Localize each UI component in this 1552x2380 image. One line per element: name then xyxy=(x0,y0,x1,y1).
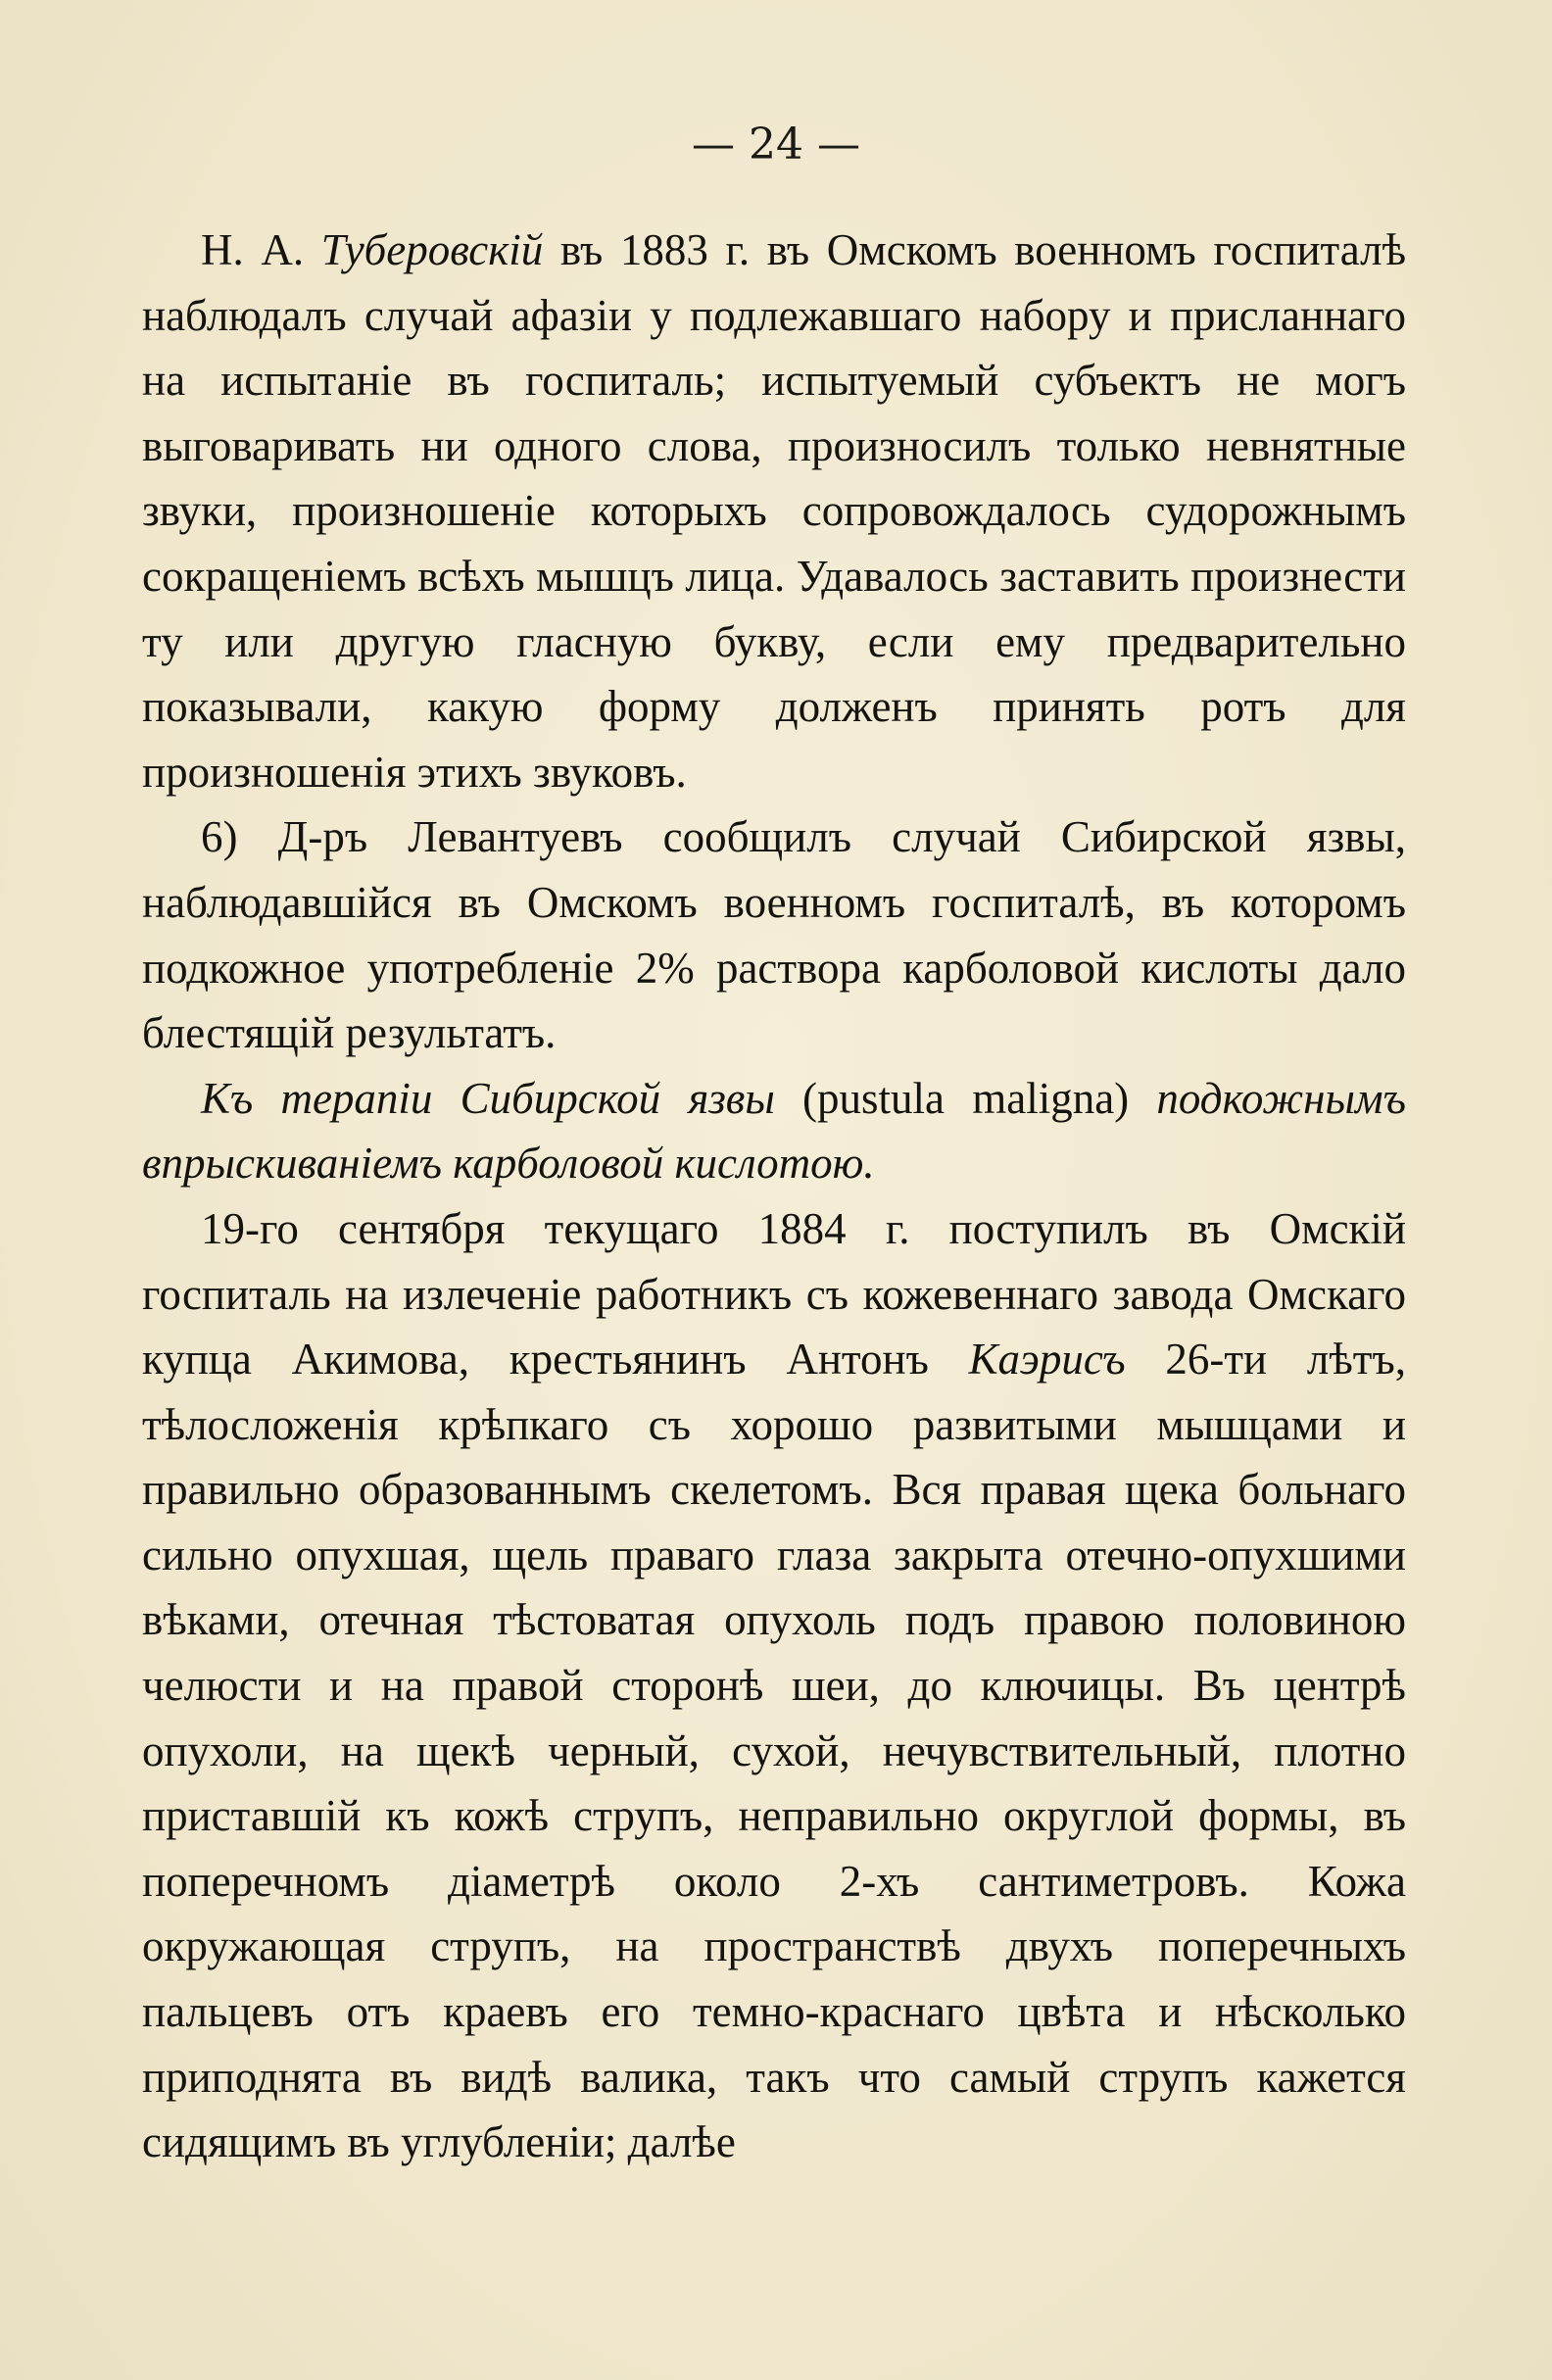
author-name: Туберовскій xyxy=(320,225,544,274)
paragraph-lead: 19-го сентября текущаго 1884 г. поступилъ въ Омскій госпиталь на излеченіе работникъ съ кожевеннаго завода Омскаго купца Акимова, крестьянинъ Антонъ xyxy=(142,1203,1406,1384)
text-body xyxy=(142,218,1406,2175)
page-number: — 24 — xyxy=(692,120,860,170)
paragraph-text: 26-ти лѣтъ, тѣлосложенія крѣпкаго съ хорошо развитыми мышцами и правильно образованнымъ скелетомъ. Вся правая щека больнаго сильно опухшая, щель праваго глаза закрыта отечно-опухшими вѣками, отечная тѣстоватая опухоль подъ правою половиною челюсти и на правой сторонѣ шеи, до ключицы. Въ центрѣ опухоли, на щекѣ черный, сухой, нечувствительный, плотно приставшій къ кожѣ струпъ, неправильно округлой формы, въ поперечномъ діаметрѣ около 2-хъ сантиметровъ. Кожа окружающая струпъ, на пространствѣ двухъ поперечныхъ пальцевъ отъ краевъ его темно-краснаго цвѣта и нѣсколько приподнята въ видѣ валика, такъ что самый струпъ кажется сидящимъ въ углубленіи; далѣе xyxy=(142,1335,1406,2167)
title-part2: подкожнымъ впрыскиваніемъ карболовой кислотою. xyxy=(142,1073,1407,1189)
title-part1: Къ терапіи Сибирской язвы xyxy=(201,1073,775,1123)
section-title xyxy=(142,1066,1406,1196)
paragraph-lead: Н. А. xyxy=(201,225,321,274)
paragraph-text: въ 1883 г. въ Омскомъ военномъ госпиталѣ наблюдалъ случай афазіи у подлежавшаго набору и присланнаго на испытаніе въ госпиталь; испытуемый субъектъ не могъ выговаривать ни одного слова, произносилъ только невнятные звуки, произношеніе которыхъ сопровождалось судорожнымъ сокращеніемъ всѣхъ мышцъ лица. Удавалось заставить произнести ту или другую гласную букву, если ему предварительно показывали, какую форму долженъ принять ротъ для произношенія этихъ звуковъ. xyxy=(142,225,1407,797)
paragraph-tuberovsky xyxy=(142,218,1406,804)
patient-name: Каэрисъ xyxy=(968,1335,1126,1384)
paragraph-case xyxy=(142,1196,1406,2175)
title-latin: (pustula maligna) xyxy=(774,1073,1157,1123)
paragraph-levantuev xyxy=(142,804,1406,1065)
paragraph-text: 6) Д-ръ Левантуевъ сообщилъ случай Сибирской язвы, наблюдавшійся въ Омскомъ военномъ госпиталѣ, въ которомъ подкожное употребленіе 2% раствора карболовой кислоты дало блестящій результатъ. xyxy=(142,812,1406,1058)
